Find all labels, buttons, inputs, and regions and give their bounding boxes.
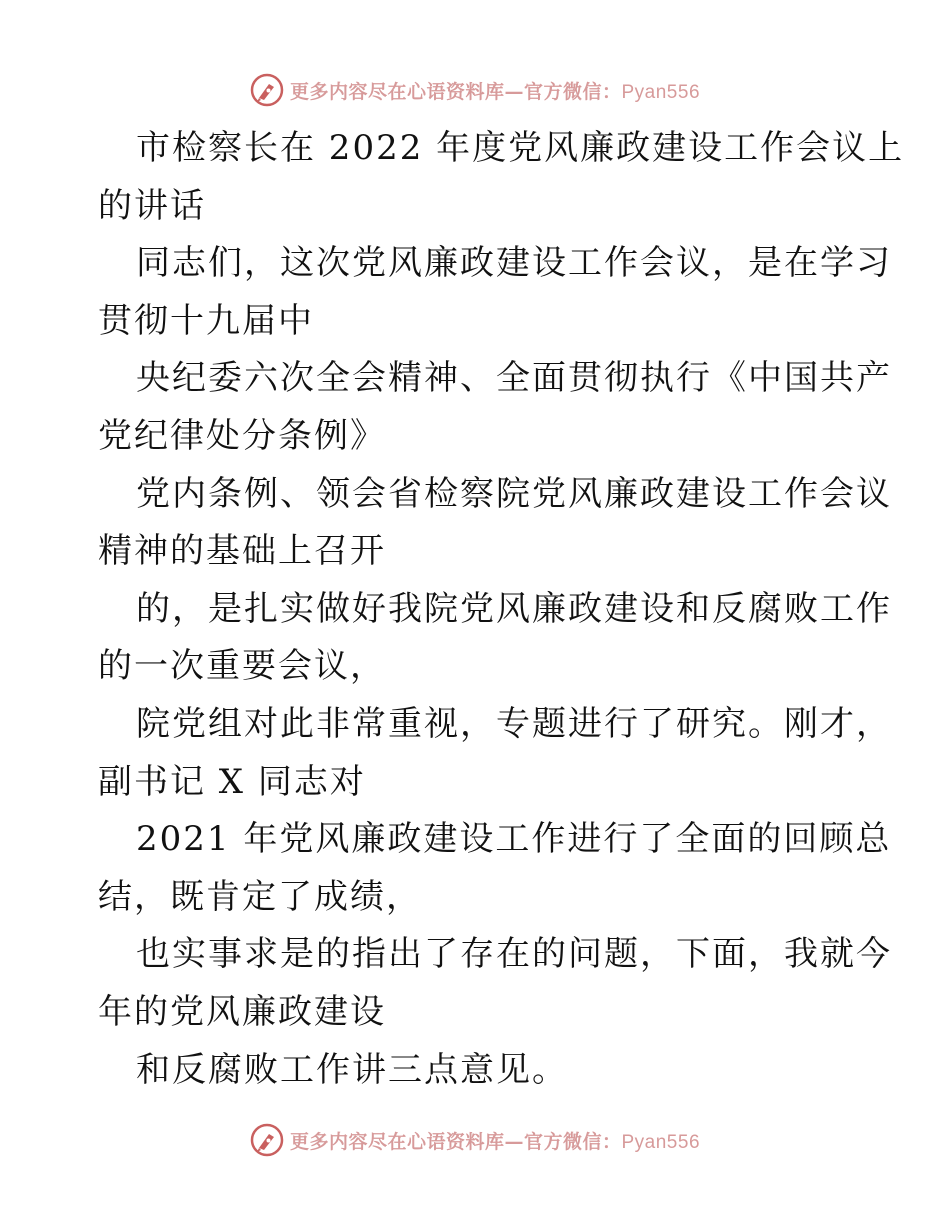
watermark-text: 更多内容尽在心语资料库—官方微信： xyxy=(289,80,622,103)
text-line: 党内条例、领会省检察院党风廉政建设工作会议 xyxy=(136,473,892,514)
document-body xyxy=(98,120,905,1099)
text-line: 院党组对此非常重视，专题进行了研究。刚才， xyxy=(136,703,892,744)
text-line: 年的党风廉政建设 xyxy=(98,991,386,1032)
text-line: 的，是扎实做好我院党风廉政建设和反腐败工作 xyxy=(136,588,892,629)
text-line: 同志们，这次党风廉政建设工作会议，是在学习 xyxy=(136,243,892,284)
text-line: 也实事求是的指出了存在的问题，下面，我就今 xyxy=(136,934,892,975)
text-line: 结，既肯定了成绩， xyxy=(98,876,422,917)
pen-nib-circle-icon xyxy=(250,1123,284,1157)
text-line: 副书记 X 同志对 xyxy=(98,761,366,802)
text-line: 市检察长在 2022 年度党风廉政建设工作会议上 xyxy=(136,128,905,168)
pen-nib-circle-icon xyxy=(250,73,284,107)
text-line: 和反腐败工作讲三点意见。 xyxy=(136,1049,568,1090)
footer-watermark xyxy=(0,1120,950,1160)
watermark-id: Pyan556 xyxy=(621,81,701,103)
text-line: 精神的基础上召开 xyxy=(98,531,386,572)
text-line: 贯彻十九届中 xyxy=(98,300,314,341)
text-line: 2021 年党风廉政建设工作进行了全面的回顾总 xyxy=(136,819,892,860)
watermark-text: 更多内容尽在心语资料库—官方微信： xyxy=(289,1130,622,1153)
text-line: 央纪委六次全会精神、全面贯彻执行《中国共产 xyxy=(136,358,892,399)
text-line: 党纪律处分条例》 xyxy=(98,415,386,456)
header-watermark xyxy=(0,70,950,110)
text-line: 的一次重要会议， xyxy=(98,646,386,687)
text-line: 的讲话 xyxy=(98,185,206,226)
watermark-id: Pyan556 xyxy=(621,1131,701,1153)
